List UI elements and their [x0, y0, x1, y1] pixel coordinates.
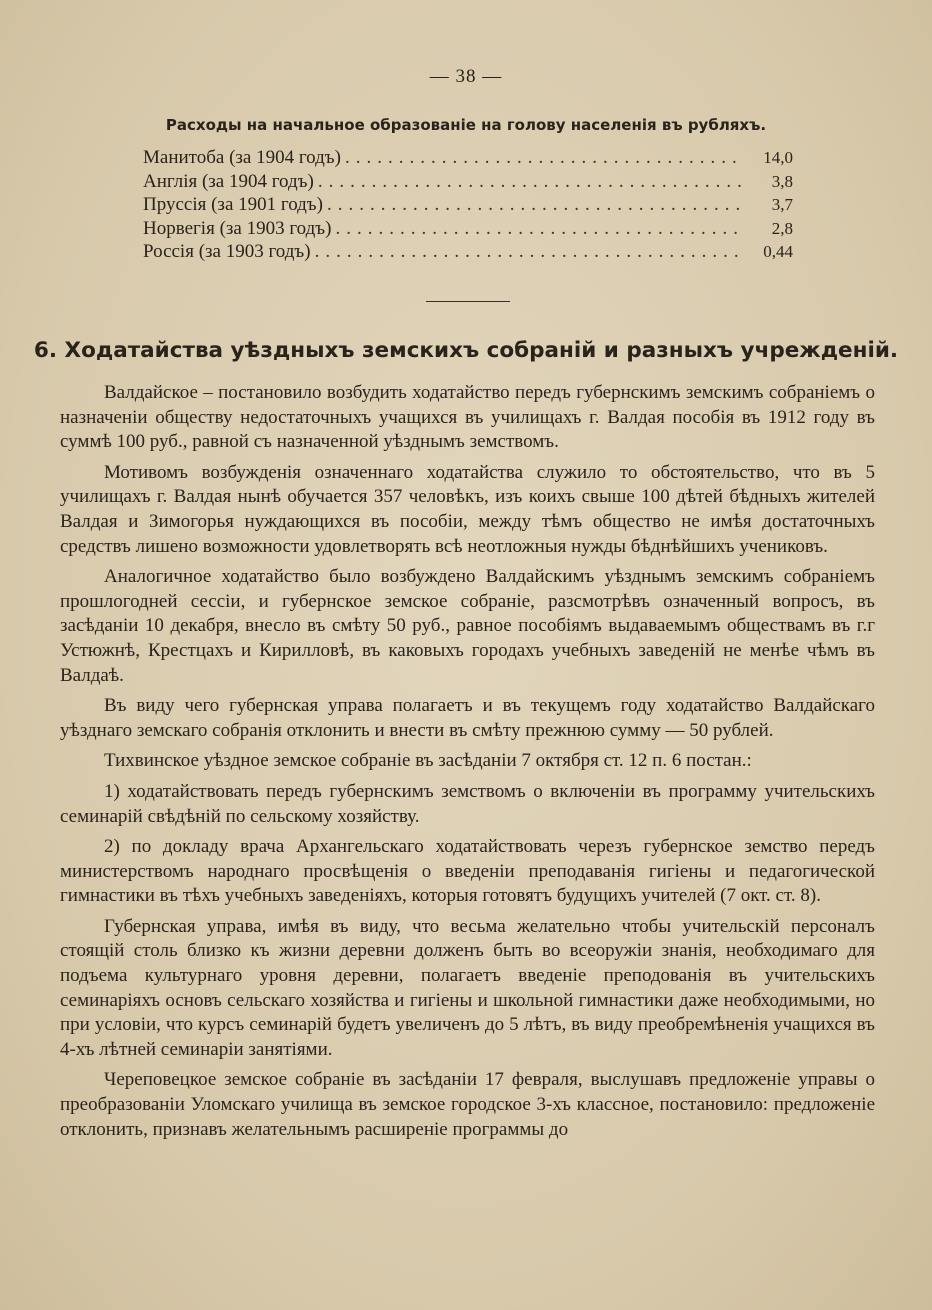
expenses-row [143, 217, 793, 241]
body-text [60, 381, 875, 1148]
dot-leader [315, 240, 741, 263]
paragraph: Череповецкое земское собраніе въ засѣданіи 17 февраля, выслушавъ предложеніе управы о преобразованіи Уломскаго училища въ земское городское 3-хъ классное, постановило: предложеніе отклонить, признавъ желательнымъ расширеніе программы до [60, 1069, 875, 1140]
expense-value: 2,8 [771, 218, 793, 238]
expenses-row [143, 170, 793, 194]
paragraph: Тихвинское уѣздное земское собраніе въ засѣданіи 7 октября ст. 12 п. 6 постан.: [104, 750, 752, 772]
paragraph: Аналогичное ходатайство было возбуждено Валдайскимъ уѣзднымъ земскимъ собраніемъ прошлогодней сессіи, и губернское земское собраніе, разсмотрѣвъ означенный вопросъ, въ засѣданіи 10 декабря, внесло въ смѣту 50 руб., равное пособіямъ выдаваемымъ обществамъ въ г.г Устюжнѣ, Крестцахъ и Кирилловѣ, въ каковыхъ городахъ учебныхъ заведеній не менѣе чѣмъ въ Валдаѣ. [60, 566, 875, 686]
paragraph: Въ виду чего губернская управа полагаетъ и въ текущемъ году ходатайство Валдайскаго уѣзднаго земскаго собранія отклонить и внести въ смѣту прежнюю сумму — 50 рублей. [60, 695, 875, 741]
country-label: Пруссія (за 1901 годъ) [143, 194, 323, 215]
expense-value: 3,7 [771, 195, 793, 214]
paragraph: Валдайское – постановило возбудить ходатайство передъ губернскимъ земскимъ собраніемъ о назначеніи обществу недостаточныхъ учащихся въ училищахъ г. Валдая пособія въ 1912 году въ суммѣ 100 руб., равной съ назначенной уѣзднымъ земствомъ. [60, 382, 875, 453]
expense-value: 0,44 [763, 242, 793, 261]
country-label: Норвегія (за 1903 годъ) [143, 217, 332, 239]
paragraph: 1) ходатайствовать передъ губернскимъ земствомъ о включеніи въ программу учительскихъ семинарій свѣдѣній по сельскому хозяйству. [60, 780, 875, 827]
expense-value: 14,0 [763, 148, 793, 167]
paragraph: Губернская управа, имѣя въ виду, что весьма желательно чтобы учительскій персоналъ стоящій столь близко къ жизни деревни долженъ быть во всеоружіи знанія, необходимаго для подъема культурнаго уровня деревни, полагаетъ введеніе преподованія въ учительскихъ семинаріяхъ основъ сельскаго хозяйства и гигіены и школьной гимнастики даже необходимыми, но при условіи, что курсъ семинарій будетъ увеличенъ до 5 лѣтъ, въ виду преобремѣненія учащихся въ 4-хъ лѣтней семинаріи занятіями. [60, 915, 875, 1060]
paragraph: 2) по докладу врача Архангельскаго ходатайствовать черезъ губернское земство передъ министерствомъ народнаго просвѣщенія о введеніи преподаванія гигіены и педагогической гимнастики въ тѣхъ учебныхъ заведеніяхъ, которыя готовятъ будущихъ учителей (7 окт. ст. 8). [60, 836, 875, 907]
country-label: Манитоба (за 1904 годъ) [143, 147, 341, 168]
dot-leader [345, 146, 741, 169]
section-divider [426, 301, 510, 302]
expenses-table [143, 146, 793, 264]
page-number: — 38 — [429, 66, 503, 87]
expenses-row [143, 146, 793, 170]
country-label: Россія (за 1903 годъ) [143, 241, 311, 262]
country-label: Англія (за 1904 годъ) [143, 170, 314, 192]
dot-leader [318, 170, 741, 193]
dot-leader [335, 217, 741, 240]
expenses-row [143, 193, 793, 217]
dot-leader [327, 193, 741, 216]
section-heading: 6. Ходатайства уѣздныхъ земскихъ собраній и разныхъ учрежденій. [33, 338, 899, 363]
expense-value: 3,8 [771, 171, 793, 191]
expenses-table-title: Расходы на начальное образованіе на голову населенія въ рубляхъ. [165, 116, 767, 134]
expenses-row [143, 240, 793, 264]
paragraph: Мотивомъ возбужденія означеннаго ходатайства служило то обстоятельство, что въ 5 училищахъ г. Валдая нынѣ обучается 357 человѣкъ, изъ коихъ свыше 100 дѣтей бѣдныхъ жителей Валдая и Зимогорья нуждающихся въ пособіи, между тѣмъ общество не имѣя достаточныхъ средствъ лишено возможности удовлетворять всѣ неотложныя нужды бѣднѣйшихъ учениковъ. [60, 461, 875, 557]
